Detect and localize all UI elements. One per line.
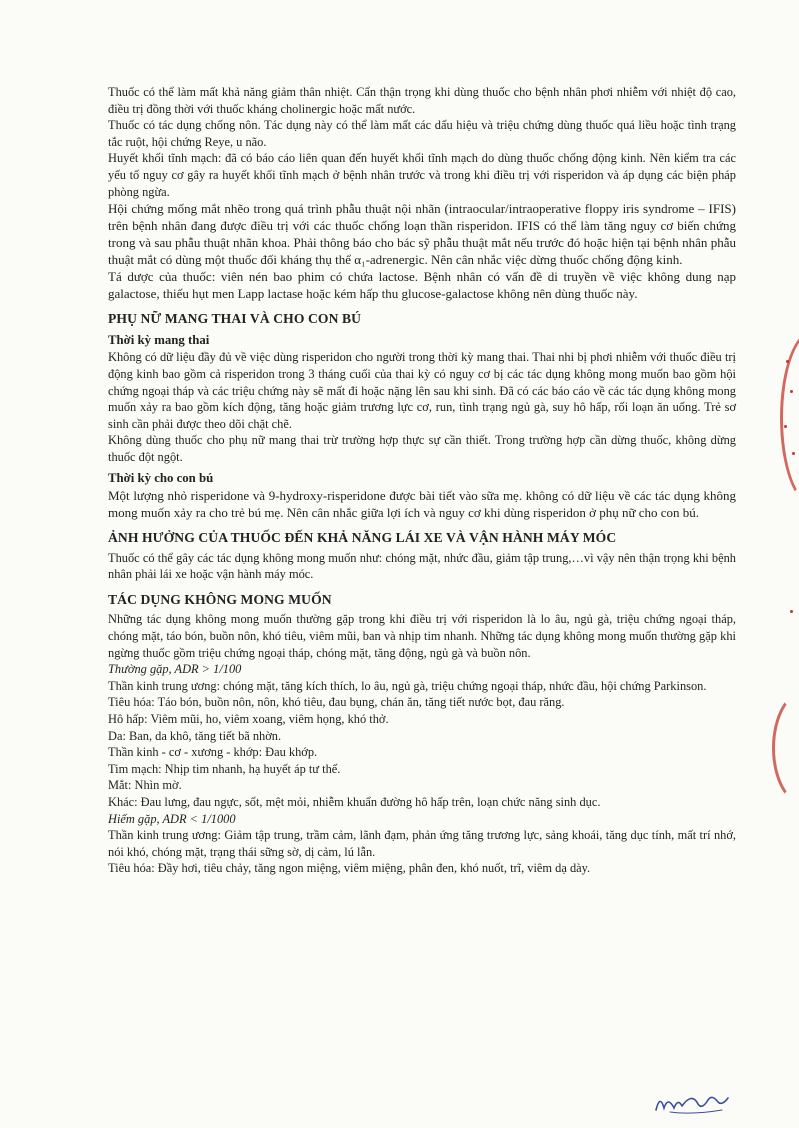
item-respiratory: Hô hấp: Viêm mũi, ho, viêm xoang, viêm họng, khó thở. <box>108 712 389 727</box>
paragraph-ifis: Hội chứng mống mắt nhẽo trong quá trình phẫu thuật nội nhãn (intraocular/intraoperative floppy iris syndrome – IFIS) trên bệnh nhân đang được điều trị với các thuốc chống loạn thần risperidon. IFIS có thể làm tăng nguy cơ biến chứng trong và sau phẫu thuật nhãn khoa. Phải thông báo cho bác sỹ phẫu thuật mắt nếu trước đó hoặc hiện tại bệnh nhân phẫu thuật mắt có dùng một thuốc đối kháng thụ thể α₁-adrenergic. Nên cân nhắc việc dừng thuốc chống động kinh. <box>108 201 736 268</box>
paragraph-excipients: Tá dược của thuốc: viên nén bao phim có chứa lactose. Bệnh nhân có vấn đề di truyền về việc không dung nạp galactose, thiếu hụt men Lapp lactase hoặc kém hấp thu glucose-galactose không nên dùng thuốc này. <box>108 269 736 302</box>
item-digestive: Tiêu hóa: Táo bón, buồn nôn, nôn, khó tiêu, đau bụng, chán ăn, tăng tiết nước bọt, đau răng. <box>108 695 565 710</box>
paragraph-venous-thrombosis: Huyết khối tĩnh mạch: đã có báo cáo liên quan đến huyết khối tĩnh mạch do dùng thuốc chống động kinh. Nên kiểm tra các yếu tố nguy cơ gây ra huyết khối tĩnh mạch ở bệnh nhân trước và trong khi điều trị với risperidon và áp dụng các biện pháp phòng ngừa. <box>108 151 736 199</box>
item-eye: Mắt: Nhìn mờ. <box>108 778 182 793</box>
document-page <box>108 84 736 877</box>
subheading-pregnancy: Thời kỳ mang thai <box>108 332 210 347</box>
heading-adverse-effects: TÁC DỤNG KHÔNG MONG MUỐN <box>108 591 332 607</box>
signature-image <box>652 1088 732 1118</box>
heading-pregnancy-lactation: PHỤ NỮ MANG THAI VÀ CHO CON BÚ <box>108 311 362 327</box>
item-cardiovascular: Tim mạch: Nhịp tim nhanh, hạ huyết áp tư thế. <box>108 761 341 776</box>
paragraph-adverse-intro: Những tác dụng không mong muốn thường gặp trong khi điều trị với risperidon là lo âu, ngủ gà, triệu chứng ngoại tháp, chóng mặt, táo bón, buồn nôn, khó tiêu, viêm mũi, ban và nhịp tim nhanh. Những tác dụng không mong muốn thường gặp khi ngừng thuốc gồm triệu chứng ngoại tháp, chóng mặt, tăng động, ngủ gà và buồn nôn. <box>108 612 736 660</box>
heading-driving: ẢNH HƯỞNG CỦA THUỐC ĐẾN KHẢ NĂNG LÁI XE VÀ VẬN HÀNH MÁY MÓC <box>108 530 617 546</box>
paragraph-antiemetic: Thuốc có tác dụng chống nôn. Tác dụng này có thể làm mất các dấu hiệu và triệu chứng dùng thuốc quá liều hoặc tình trạng tắc ruột, hội chứng Reye, u não. <box>108 118 736 149</box>
item-musculoskeletal: Thần kinh - cơ - xương - khớp: Đau khớp. <box>108 745 318 760</box>
paragraph-hyperthermia: Thuốc có thể làm mất khả năng giảm thân nhiệt. Cẩn thận trọng khi dùng thuốc cho bệnh nhân phơi nhiễm với nhiệt độ cao, điều trị đồng thời với thuốc kháng cholinergic hoặc mất nước. <box>108 85 736 116</box>
item-skin: Da: Ban, da khô, tăng tiết bã nhờn. <box>108 728 282 743</box>
paragraph-pregnancy-advice: Không dùng thuốc cho phụ nữ mang thai trừ trường hợp thực sự cần thiết. Trong trường hợp cần dừng thuốc, không dừng thuốc đột ngột. <box>108 433 736 464</box>
item-rare-cns: Thần kinh trung ương: Giảm tập trung, trầm cảm, lãnh đạm, phản ứng tăng trương lực, sảng khoái, tăng dục tính, mất trí nhớ, nói khó, chóng mặt, trạng thái sững sờ, dị cảm, lú lẫn. <box>108 828 736 859</box>
label-common-adr: Thường gặp, ADR > 1/100 <box>108 662 242 677</box>
item-rare-digestive: Tiêu hóa: Đầy hơi, tiêu chảy, tăng ngon miệng, viêm miệng, phân đen, khó nuốt, trĩ, viêm dạ dày. <box>108 861 591 876</box>
label-rare-adr: Hiếm gặp, ADR < 1/1000 <box>108 811 236 826</box>
subheading-lactation: Thời kỳ cho con bú <box>108 470 214 485</box>
paragraph-pregnancy: Không có dữ liệu đầy đủ về việc dùng risperidon cho người trong thời kỳ mang thai. Thai nhi bị phơi nhiễm với thuốc điều trị động kinh bao gồm cả risperidon trong 3 tháng cuối của thai kỳ có nguy cơ bị các tác dụng không mong muốn bao gồm hội chứng ngoại tháp và các triệu chứng này sẽ mất đi hoặc nặng lên sau khi sinh. Đã có các báo cáo về các tác dụng không mong muốn xảy ra bao gồm kích động, tăng hoặc giảm trương lực cơ, run, tình trạng ngủ gà, suy hô hấp, rối loạn ăn uống. Trẻ sơ sinh cần phải được theo dõi chặt chẽ. <box>108 350 736 431</box>
item-other: Khác: Đau lưng, đau ngực, sốt, mệt mỏi, nhiễm khuẩn đường hô hấp trên, loạn chức năng sinh dục. <box>108 795 601 809</box>
item-cns: Thần kinh trung ương: chóng mặt, tăng kích thích, lo âu, ngủ gà, triệu chứng ngoại tháp, nhức đầu, hội chứng Parkinson. <box>108 678 707 693</box>
paragraph-lactation: Một lượng nhỏ risperidone và 9-hydroxy-risperidone được bài tiết vào sữa mẹ. không có dữ liệu về các tác dụng không mong muốn xảy ra cho trẻ bú mẹ. Nên cân nhắc giữa lợi ích và nguy cơ khi dùng risperidon ở phụ nữ cho con bú. <box>108 488 736 521</box>
paragraph-driving: Thuốc có thể gây các tác dụng không mong muốn như: chóng mặt, nhức đầu, giảm tập trung,…vì vậy nên thận trọng khi bệnh nhân phải lái xe hoặc vận hành máy móc. <box>108 550 736 582</box>
